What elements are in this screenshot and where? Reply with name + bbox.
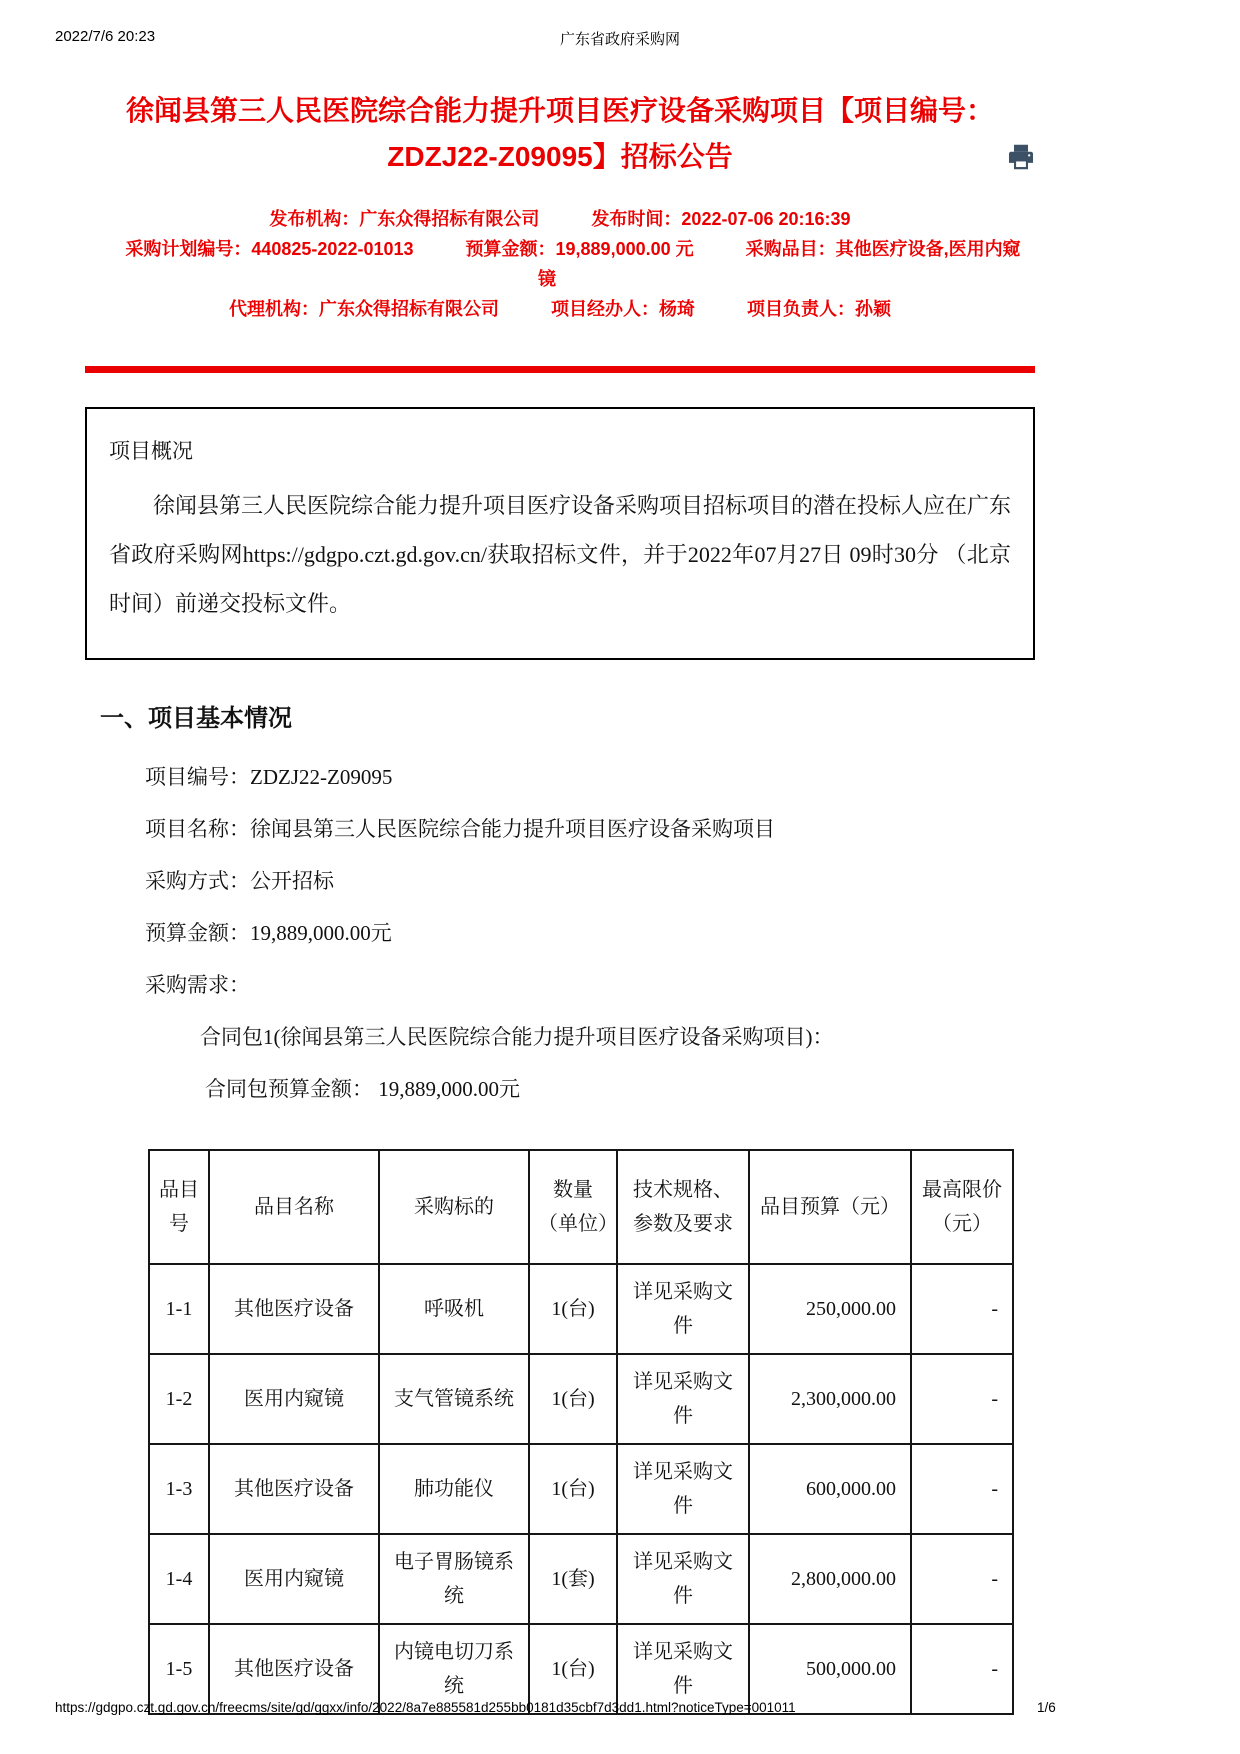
title-block xyxy=(85,88,1035,180)
table-row xyxy=(149,1264,1013,1354)
col-subject: 采购标的 xyxy=(379,1150,529,1264)
section-heading-basic-info: 一、项目基本情况 xyxy=(100,706,292,732)
red-divider xyxy=(85,366,1035,373)
info-procurement-demand: 采购需求： xyxy=(145,973,250,997)
meta-publisher: 发布机构：广东众得招标有限公司 xyxy=(269,209,540,229)
col-budget: 品目预算（元） xyxy=(749,1150,911,1264)
cell-item-no: 1-4 xyxy=(149,1534,209,1624)
cell-item-no: 1-5 xyxy=(149,1624,209,1714)
project-overview-box xyxy=(85,407,1035,660)
cell-item-name: 医用内窥镜 xyxy=(209,1534,379,1624)
info-budget-amount: 预算金额：19,889,000.00元 xyxy=(145,921,392,945)
table-row xyxy=(149,1354,1013,1444)
cell-specs: 详见采购文件 xyxy=(617,1264,749,1354)
info-project-name: 项目名称：徐闻县第三人民医院综合能力提升项目医疗设备采购项目 xyxy=(145,817,775,841)
cell-quantity: 1(台) xyxy=(529,1624,617,1714)
footer-url: https://gdgpo.czt.gd.gov.cn/freecms/site/gd/ggxx/info/2022/8a7e885581d255bb0181d35cbf7d3dd1.html?noticeType=001011 xyxy=(55,1700,796,1715)
items-table xyxy=(148,1149,1014,1715)
cell-item-name: 其他医疗设备 xyxy=(209,1264,379,1354)
notice-title: 徐闻县第三人民医院综合能力提升项目医疗设备采购项目【项目编号：ZDZJ22-Z09095】招标公告 xyxy=(125,95,994,172)
info-procurement-method: 采购方式：公开招标 xyxy=(145,869,334,893)
contract-package-budget: 合同包预算金额： 19,889,000.00元 xyxy=(205,1077,520,1101)
cell-quantity: 1(台) xyxy=(529,1444,617,1534)
meta-row xyxy=(85,204,1035,234)
meta-handler: 项目经办人：杨琦 xyxy=(551,299,695,319)
cell-quantity: 1(套) xyxy=(529,1534,617,1624)
cell-price-cap: - xyxy=(911,1444,1013,1534)
table-header-row xyxy=(149,1150,1013,1264)
cell-specs: 详见采购文件 xyxy=(617,1534,749,1624)
notice-content xyxy=(85,0,1035,1715)
cell-specs: 详见采购文件 xyxy=(617,1444,749,1534)
cell-subject: 呼吸机 xyxy=(379,1264,529,1354)
cell-budget: 2,300,000.00 xyxy=(749,1354,911,1444)
col-specs: 技术规格、参数及要求 xyxy=(617,1150,749,1264)
cell-budget: 500,000.00 xyxy=(749,1624,911,1714)
col-quantity: 数量（单位） xyxy=(529,1150,617,1264)
col-item-name: 品目名称 xyxy=(209,1150,379,1264)
print-site-title: 广东省政府采购网 xyxy=(559,31,680,48)
meta-budget: 预算金额：19,889,000.00 元 xyxy=(465,239,694,259)
cell-item-name: 其他医疗设备 xyxy=(209,1444,379,1534)
cell-price-cap: - xyxy=(911,1624,1013,1714)
footer-page-number: 1/6 xyxy=(1037,1700,1056,1715)
cell-quantity: 1(台) xyxy=(529,1354,617,1444)
meta-category: 采购品目：其他医疗设备,医用内窥镜 xyxy=(538,239,1021,289)
meta-row xyxy=(85,234,1035,294)
cell-budget: 600,000.00 xyxy=(749,1444,911,1534)
cell-price-cap: - xyxy=(911,1354,1013,1444)
meta-agency: 代理机构：广东众得招标有限公司 xyxy=(229,299,499,319)
overview-paragraph: 徐闻县第三人民医院综合能力提升项目医疗设备采购项目招标项目的潜在投标人应在广东省政府采购网https://gdgpo.czt.gd.gov.cn/获取招标文件，并于2022年07月27日 09时30分 （北京时间）前递交投标文件。 xyxy=(109,493,1012,616)
cell-budget: 250,000.00 xyxy=(749,1264,911,1354)
meta-plan-number: 采购计划编号：440825-2022-01013 xyxy=(125,239,414,259)
cell-price-cap: - xyxy=(911,1264,1013,1354)
notice-meta xyxy=(85,204,1035,324)
meta-leader: 项目负责人：孙颖 xyxy=(747,299,891,319)
contract-package-line: 合同包1(徐闻县第三人民医院综合能力提升项目医疗设备采购项目)： xyxy=(200,1025,834,1049)
cell-subject: 内镜电切刀系统 xyxy=(379,1624,529,1714)
cell-subject: 支气管镜系统 xyxy=(379,1354,529,1444)
printer-icon[interactable] xyxy=(1007,143,1035,171)
overview-label: 项目概况 xyxy=(109,439,193,463)
meta-row xyxy=(85,294,1035,324)
info-project-number: 项目编号：ZDZJ22-Z09095 xyxy=(145,765,393,789)
cell-item-no: 1-1 xyxy=(149,1264,209,1354)
table-row xyxy=(149,1534,1013,1624)
cell-subject: 肺功能仪 xyxy=(379,1444,529,1534)
cell-item-no: 1-2 xyxy=(149,1354,209,1444)
col-item-no: 品目号 xyxy=(149,1150,209,1264)
cell-item-name: 医用内窥镜 xyxy=(209,1354,379,1444)
col-price-cap: 最高限价（元） xyxy=(911,1150,1013,1264)
table-row xyxy=(149,1444,1013,1534)
cell-budget: 2,800,000.00 xyxy=(749,1534,911,1624)
meta-publish-time: 发布时间：2022-07-06 20:16:39 xyxy=(591,209,851,229)
print-datetime: 2022/7/6 20:23 xyxy=(55,28,156,45)
cell-subject: 电子胃肠镜系统 xyxy=(379,1534,529,1624)
cell-price-cap: - xyxy=(911,1534,1013,1624)
cell-quantity: 1(台) xyxy=(529,1264,617,1354)
cell-item-name: 其他医疗设备 xyxy=(209,1624,379,1714)
cell-specs: 详见采购文件 xyxy=(617,1354,749,1444)
cell-item-no: 1-3 xyxy=(149,1444,209,1534)
cell-specs: 详见采购文件 xyxy=(617,1624,749,1714)
